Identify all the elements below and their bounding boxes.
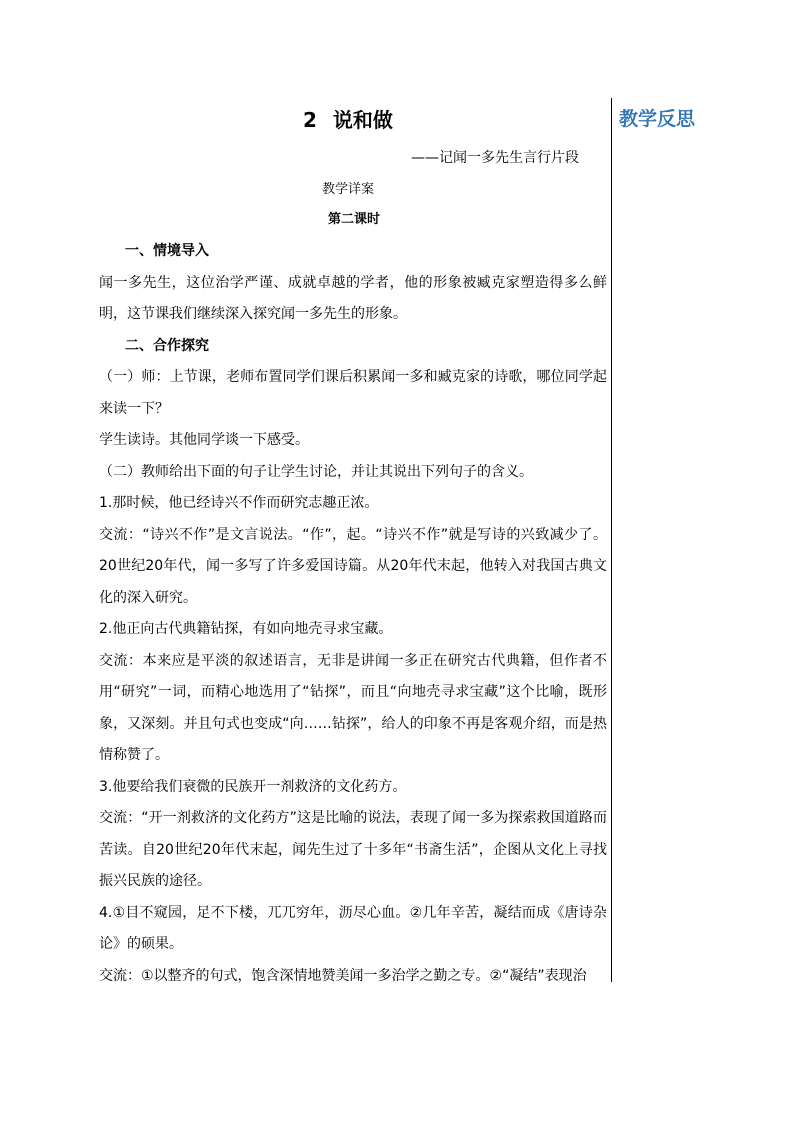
lesson-subtitle: ——记闻一多先生言行片段	[411, 150, 579, 166]
section-heading-intro: 一、情境导入	[125, 243, 209, 259]
lesson-title-text: 说和做	[332, 108, 393, 132]
lesson-number: 2	[303, 108, 317, 132]
plan-label: 教学详案	[322, 182, 375, 197]
question-1-answer: 学生读诗。其他同学谈一下感受。	[99, 432, 309, 448]
section-heading-explore: 二、合作探究	[125, 337, 209, 354]
discussion-item-3: 交流：“开一剂救济的文化药方”这是比喻的说法，表现了闻一多为探索救国道路而苦读。自20世纪20年代末起，闻先生过了十多年“书斋生活”，企图从文化上寻找振兴民族的途径。	[99, 810, 607, 889]
discussion-item-4: 交流：①以整齐的句式，饱含深情地赞美闻一多治学之勤之专。②“凝结”表现治	[99, 967, 587, 984]
period-label: 第二课时	[328, 212, 381, 227]
question-1: （一）师：上节课，老师布置同学们课后积累闻一多和臧克家的诗歌，哪位同学起来读一下？	[99, 369, 607, 417]
lesson-title	[303, 104, 393, 133]
discussion-item-1: 交流：“诗兴不作”是文言说法。“作”，起。“诗兴不作”就是写诗的兴致减少了。20世纪20年代，闻一多写了许多爱国诗篇。从20年代末起，他转入对我国古典文化的深入研究。	[99, 526, 607, 606]
sentence-item-2: 2.他正向古代典籍钻探，有如向地壳寻求宝藏。	[99, 621, 393, 637]
question-2: （二）教师给出下面的句子让学生讨论，并让其说出下列句子的含义。	[99, 463, 533, 480]
sentence-item-1: 1.那时候，他已经诗兴不作而研究志趣正浓。	[99, 495, 379, 511]
teaching-reflection-title: 教学反思	[619, 108, 696, 130]
column-divider	[611, 98, 612, 982]
sentence-item-4: 4.①目不窥园，足不下楼，兀兀穷年，沥尽心血。②几年辛苦，凝结而成《唐诗杂论》的硕果。	[99, 904, 607, 952]
intro-paragraph: 闻一多先生，这位治学严谨、成就卓越的学者，他的形象被臧克家塑造得多么鲜明，这节课我们继续深入探究闻一多先生的形象。	[99, 274, 607, 322]
discussion-item-2: 交流：本来应是平淡的叙述语言，无非是讲闻一多正在研究古代典籍，但作者不用“研究”一词，而精心地选用了“钻探”，而且“向地壳寻求宝藏”这个比喻，既形象，又深刻。并且句式也变成“向……钻探”，给人的印象不再是客观介绍，而是热情称赞了。	[99, 652, 607, 763]
lesson-body	[99, 236, 607, 992]
sentence-item-3: 3.他要给我们衰微的民族开一剂救济的文化药方。	[99, 778, 407, 795]
